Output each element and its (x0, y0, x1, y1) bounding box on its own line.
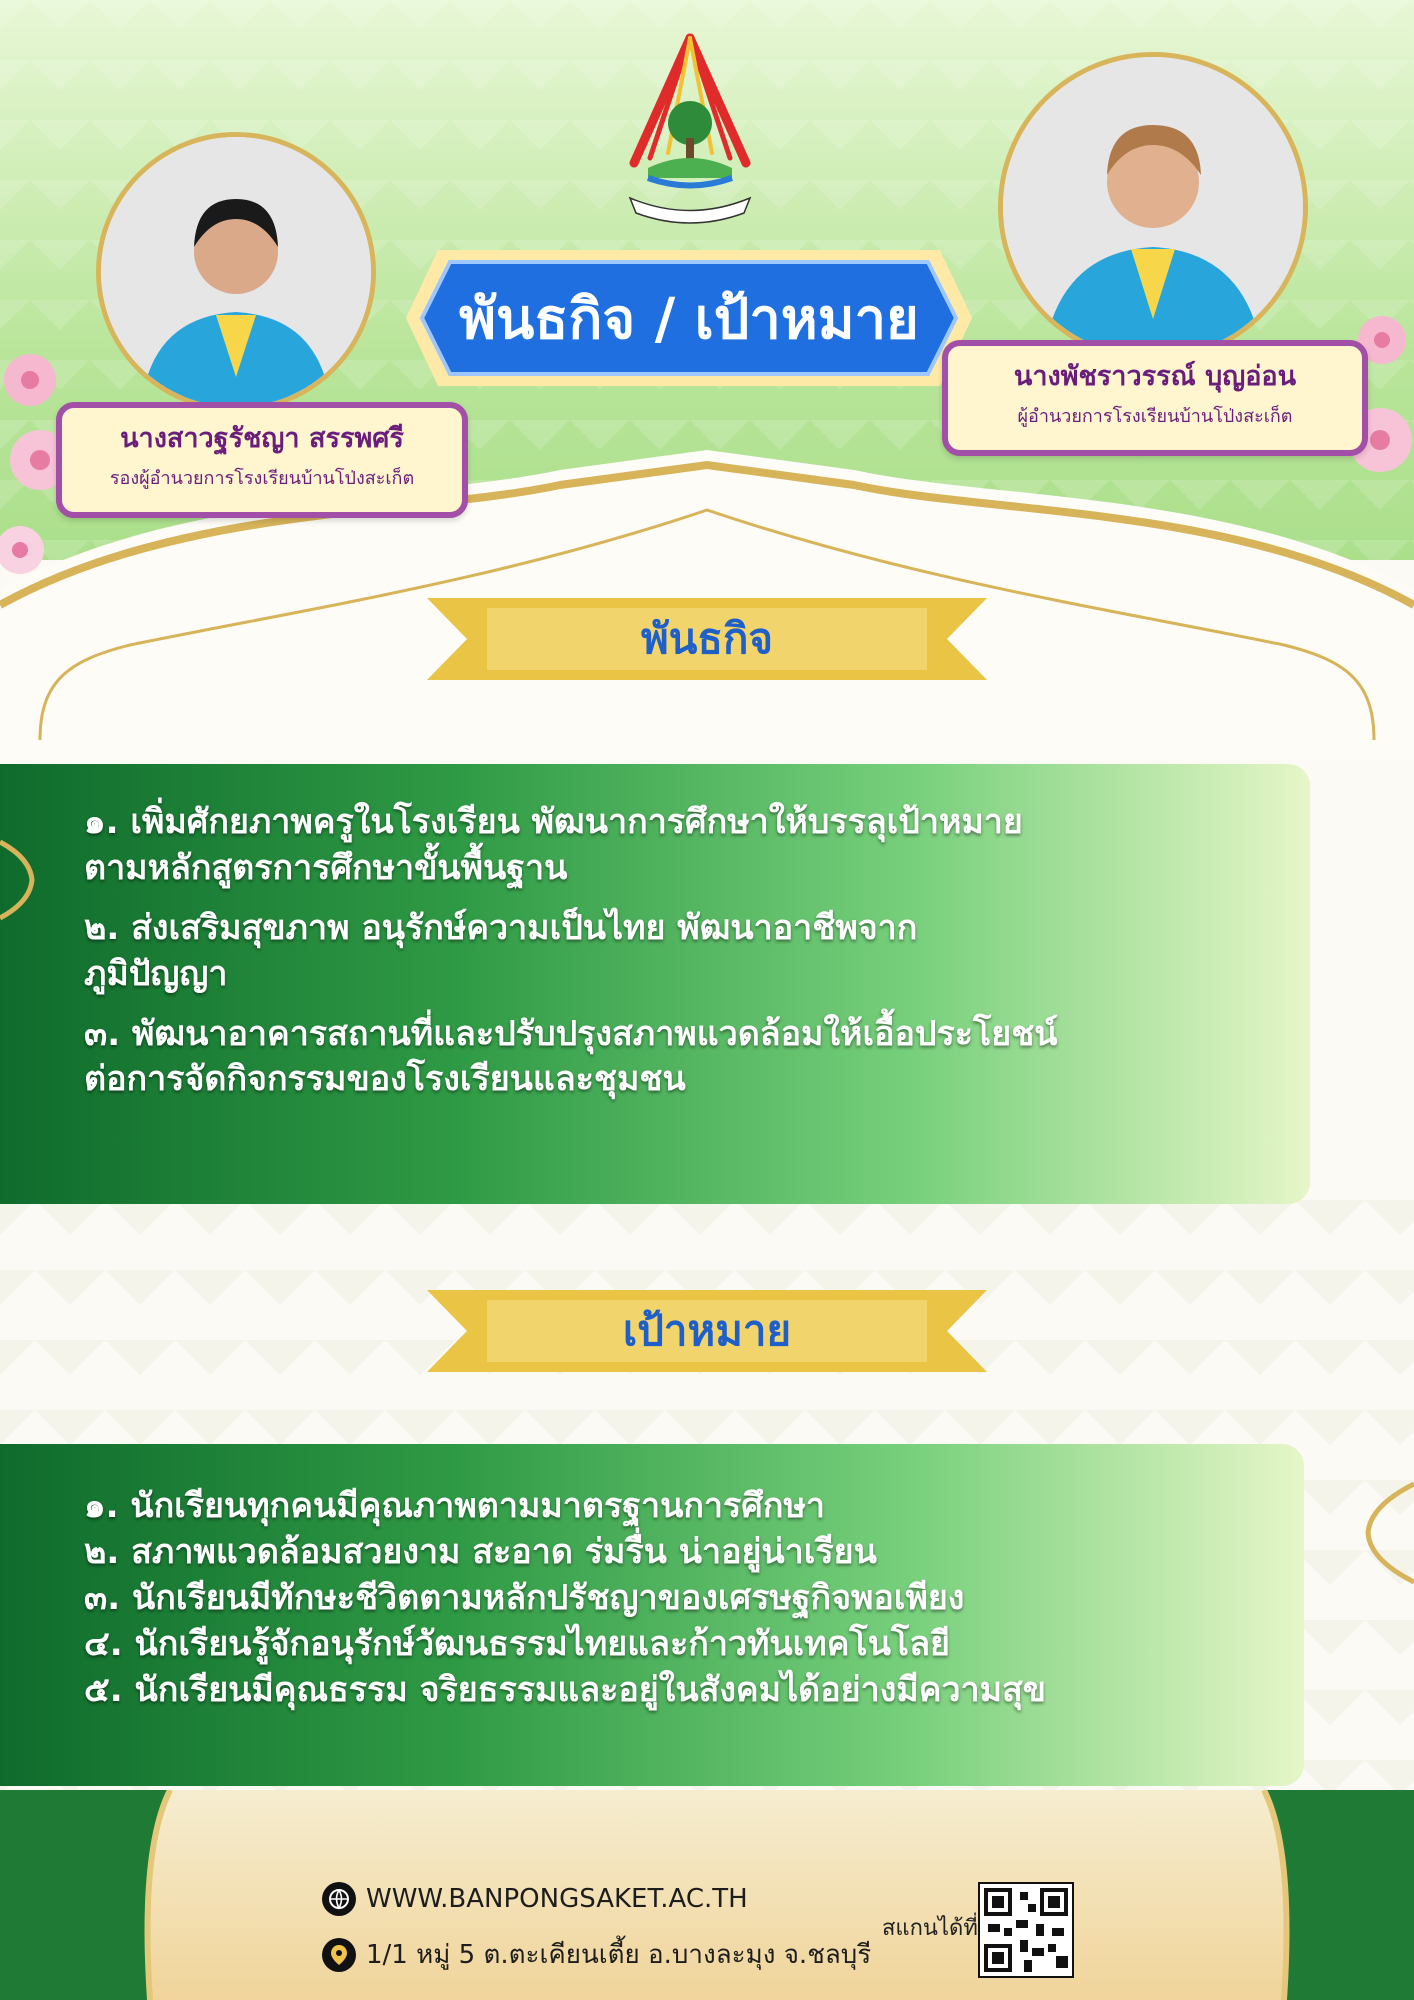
footer-corner-left (0, 1790, 260, 2000)
globe-icon (322, 1882, 356, 1916)
nameplate-deputy-director (56, 402, 468, 518)
mission-line: ๒. ส่งเสริมสุขภาพ อนุรักษ์ความเป็นไทย พัฒนาอาชีพจาก (84, 907, 918, 948)
director-name: นางพัชราวรรณ์ บุญอ่อน (1013, 361, 1297, 392)
goal-panel (0, 1444, 1304, 1786)
footer-corner-right (1154, 1790, 1414, 2000)
deputy-director-role: รองผู้อำนวยการโรงเรียนบ้านโป่งสะเก็ต (109, 468, 415, 489)
mission-heading: พันธกิจ (640, 614, 774, 663)
nameplate-director (942, 340, 1368, 456)
portrait-deputy-director (96, 132, 376, 412)
director-role: ผู้อำนวยการโรงเรียนบ้านโป่งสะเก็ต (1017, 406, 1293, 427)
location-pin-icon (322, 1938, 356, 1972)
mission-line: ตามหลักสูตรการศึกษาขั้นพื้นฐาน (84, 847, 568, 888)
deputy-director-name: นางสาวฐรัชญา สรรพศรี (120, 423, 404, 454)
portrait-director (998, 52, 1308, 362)
goal-line: ๕. นักเรียนมีคุณธรรม จริยธรรมและอยู่ในสังคมได้อย่างมีความสุข (84, 1669, 1047, 1710)
mission-line: ภูมิปัญญา (84, 953, 228, 994)
goal-line: ๒. สภาพแวดล้อมสวยงาม สะอาด ร่มรื่น น่าอยู่น่าเรียน (84, 1531, 877, 1572)
ornament-left (0, 838, 42, 922)
mission-line: ๑. เพิ่มศักยภาพครูในโรงเรียน พัฒนาการศึกษาให้บรรลุเป้าหมาย (84, 802, 1023, 842)
goal-line: ๓. นักเรียนมีทักษะชีวิตตามหลักปรัชญาของเศรษฐกิจพอเพียง (84, 1577, 965, 1618)
mission-line: ต่อการจัดกิจกรรมของโรงเรียนและชุมชน (84, 1059, 686, 1100)
mission-panel (0, 764, 1310, 1204)
goal-line: ๑. นักเรียนทุกคนมีคุณภาพตามมาตรฐานการศึกษา (84, 1486, 825, 1526)
goal-heading: เป้าหมาย (622, 1306, 792, 1355)
scan-label: สแกนได้ที่ (882, 1916, 978, 1941)
person-photo-icon (1003, 57, 1303, 357)
goal-line: ๔. นักเรียนรู้จักอนุรักษ์วัฒนธรรมไทยและก้าวทันเทคโนโลยี (84, 1623, 950, 1664)
mission-line: ๓. พัฒนาอาคารสถานที่และปรับปรุงสภาพแวดล้อมให้เอื้อประโยชน์ (84, 1013, 1058, 1054)
footer-address-row (322, 1934, 871, 1975)
footer-website[interactable]: WWW.BANPONGSAKET.AC.TH (366, 1884, 748, 1914)
page-title: พันธกิจ / เป้าหมาย (459, 286, 919, 352)
school-logo (620, 28, 760, 228)
person-photo-icon (101, 137, 371, 407)
ornament-right (1350, 1478, 1414, 1588)
footer-address: 1/1 หมู่ 5 ต.ตะเคียนเตี้ย อ.บางละมุง จ.ชลบุรี (366, 1940, 872, 1970)
footer-website-row[interactable] (322, 1882, 748, 1916)
qr-code-icon[interactable] (978, 1882, 1074, 1978)
